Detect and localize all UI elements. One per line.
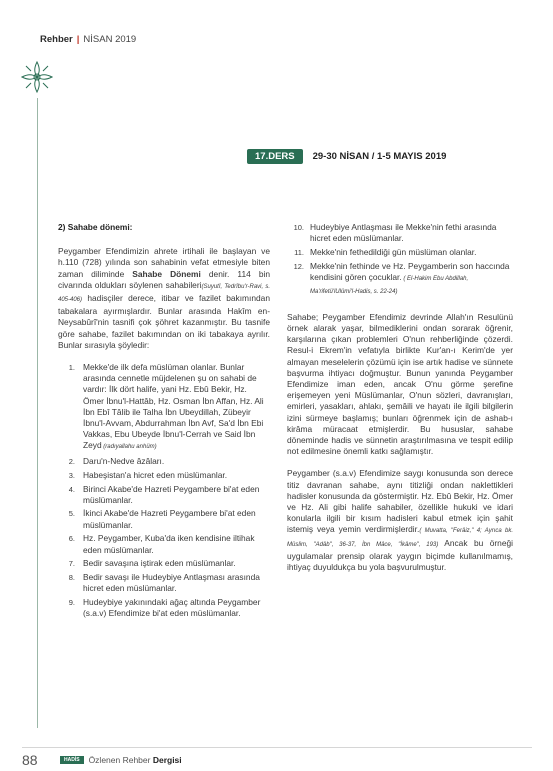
list-item: 2. Daru'n-Nedve âzâları. [68, 456, 165, 467]
section-heading: 2) Sahabe dönemi: [58, 222, 133, 232]
list-item: 4. Birinci Akabe'de Hazreti Peygambere bi'at eden müslümanlar. [68, 483, 260, 505]
list-item: 5. İkinci Akabe'de Hazreti Peygambere bi'at eden müslümanlar. [68, 508, 256, 530]
lesson-banner [247, 148, 446, 164]
corner-ornament-icon [18, 58, 58, 98]
body-paragraph-2: Sahabe; Peygamber Efendimiz devrinde Allah'ın Resulünü örnek alarak yaşar, bilmediklerini ondan sorarak öğrenir, karşılarına çıkan problemleri O'nun rehberliğinde çözerdi. Resul-i Ekrem'in vefatıyla birlikte Kur'an-ı Kerim'de yer almayan meselelerin çözümü için ise artık hadise ve sünnete başvurma ihtiyacı doğmuştur. Bunun yanında Peygamber Efendimize iman eden, ancak O'nu görme şerefine erişemeyen yeni Müslümanlar, O'nun sözleri, davranışları, emirleri, yasakları, ahlakı, şemâili ve hayatı ile ilgili bilgilerin izini sürmeye başlamış; bunları öğrenmek için de ashab-ı kirâma müracaat etmişlerdir. Bu hususlar, sahabe döneminde hadis ve sünnetin araştırılmasına ve tespit edilip not edilmesine önemli katkı sağlamıştır. [287, 311, 513, 457]
citation: (Suyutî, Tedrîbu'r-Ravi, s. 405-406) [58, 283, 270, 304]
magazine-name: Özlenen Rehber Dergisi [88, 755, 182, 765]
list-item: 11. Mekke'nin fethedildiği gün müslüman olanlar. [294, 246, 477, 257]
citation: ( Muvatta, "Ferâiz," 4; Ayrıca bk. Müslim, "Adâb", 36-37, İbn Mâce, "İkâme", 193) [287, 528, 513, 548]
intro-text-a: Peygamber Efendimizin ahrete irtihali ile başlayan ve h.110 (728) yılında son sahabinin vefat etmesiyle biten zaman diliminde [58, 246, 270, 279]
list-item: 1. Mekke'de ilk defa müslüman olanlar. Bunlar arasında cennetle müjdelenen şu on sahabi de vardır: İlk dört halife, yani Hz. Ebû Bekir, Hz. Ömer İbnu'l-Hattâb, Hz. Osman İbn Affan, Hz. Ali İbn Ebî Tâlib ile Talha İbn Ubeydillah, Zübeyir İbnu'l-Avvam, Abdurrahman İbn Avf, Sa'd İbn Ebi Vakkas, Ebu Ubeyde İbnu'l-Cerrah ve Said İbn Zeyd (radıyallahu anhüm) [68, 362, 264, 451]
list-item: 6. Hz. Peygamber, Kuba'da iken kendisine iltihak eden müslümanlar. [68, 533, 255, 555]
list-item: 3. Habeşistan'a hicret eden müslümanlar. [68, 469, 228, 480]
lesson-date: 29-30 NİSAN / 1-5 MAYIS 2019 [312, 150, 447, 162]
page-number: 88 [22, 752, 38, 768]
list-item: 10. Hudeybiye Antlaşması ile Mekke'nin fethi arasında hicret eden müslümanlar. [293, 222, 497, 244]
margin-rule [37, 98, 38, 728]
issue-date: NİSAN 2019 [83, 34, 137, 45]
tabaka-list-right [287, 222, 513, 298]
left-column [58, 222, 270, 622]
list-item: 12. Mekke'nin fethinde ve Hz. Peygamberin son haccında kendisini gören çocuklar. ( El-Hakim Ebu Abdillah, Ma'rifetü'lUlûmi'l-Hadis, s. 22-24) [293, 260, 510, 296]
list-item: 9. Hudeybiye yakınındaki ağaç altında Peygamber (s.a.v) Efendimize bi'at eden müslümanlar. [68, 596, 261, 619]
list-item: 8. Bedir savaşı ile Hudeybiye Antlaşması arasında hicret eden müslümanlar. [68, 571, 260, 594]
hadis-badge: HADİS [60, 756, 84, 764]
brand-logo: Rehber [40, 34, 73, 45]
running-header [40, 34, 136, 45]
list-item: 7. Bedir savaşına iştirak eden müslümanlar. [68, 558, 236, 569]
page-footer [22, 752, 532, 768]
citation: (radıyallahu anhüm) [101, 444, 157, 451]
intro-paragraph [58, 246, 270, 351]
citation: ( El-Hakim Ebu Abdillah, Ma'rifetü'lUlûmi'l-Hadis, s. 22-24) [310, 275, 469, 296]
header-separator: | [76, 34, 80, 45]
footer-divider [22, 747, 532, 748]
term-sahabe-donemi: Sahabe Dönemi [132, 268, 201, 279]
body-paragraph-3: Peygamber (s.a.v) Efendimize saygı konusunda son derece titiz davranan sahabe, aynı titizliği ondan naklettikleri hadisler konusunda da göstermiştir. Hz. Ebû Bekir, Hz. Ömer ve Hz. Ali gibi halife sahabiler, özellikle hukuki ve idari konularla ilgili bir kısım hadisleri kabul etmek için şahit istemiş veya yemin verdirmişlerdir.( Muvatta, "Ferâiz," 4; Ayrıca bk. Müslim, "Adâb", 36-37, İbn Mâce, "İkâme", 193) Ancak bu örneği uygulamalar prensip olarak yaygın biçimde kullanılmamış, ihtiyaç duyuldukça bu yola başvurulmuştur. [287, 468, 513, 572]
intro-text-d: hadisçiler derece, itibar ve fazilet bakımından tabakalara ayırmışlardır. Bunlar arasında Hakîm en-Neysabûrî'nin tasnifi çok şöhret kazanmıştır. Bu tasnife göre sahabe, fazilet bakımından on iki tabakaya ayrılır. Bunlar sırasıyla şöyledir: [58, 293, 270, 350]
intro-text-c: denir. 114 bin civarında oldukları söylenen sahabileri [58, 268, 270, 290]
lesson-label: 17.DERS [247, 149, 303, 164]
right-column [287, 222, 513, 573]
tabaka-list-left [58, 362, 270, 619]
